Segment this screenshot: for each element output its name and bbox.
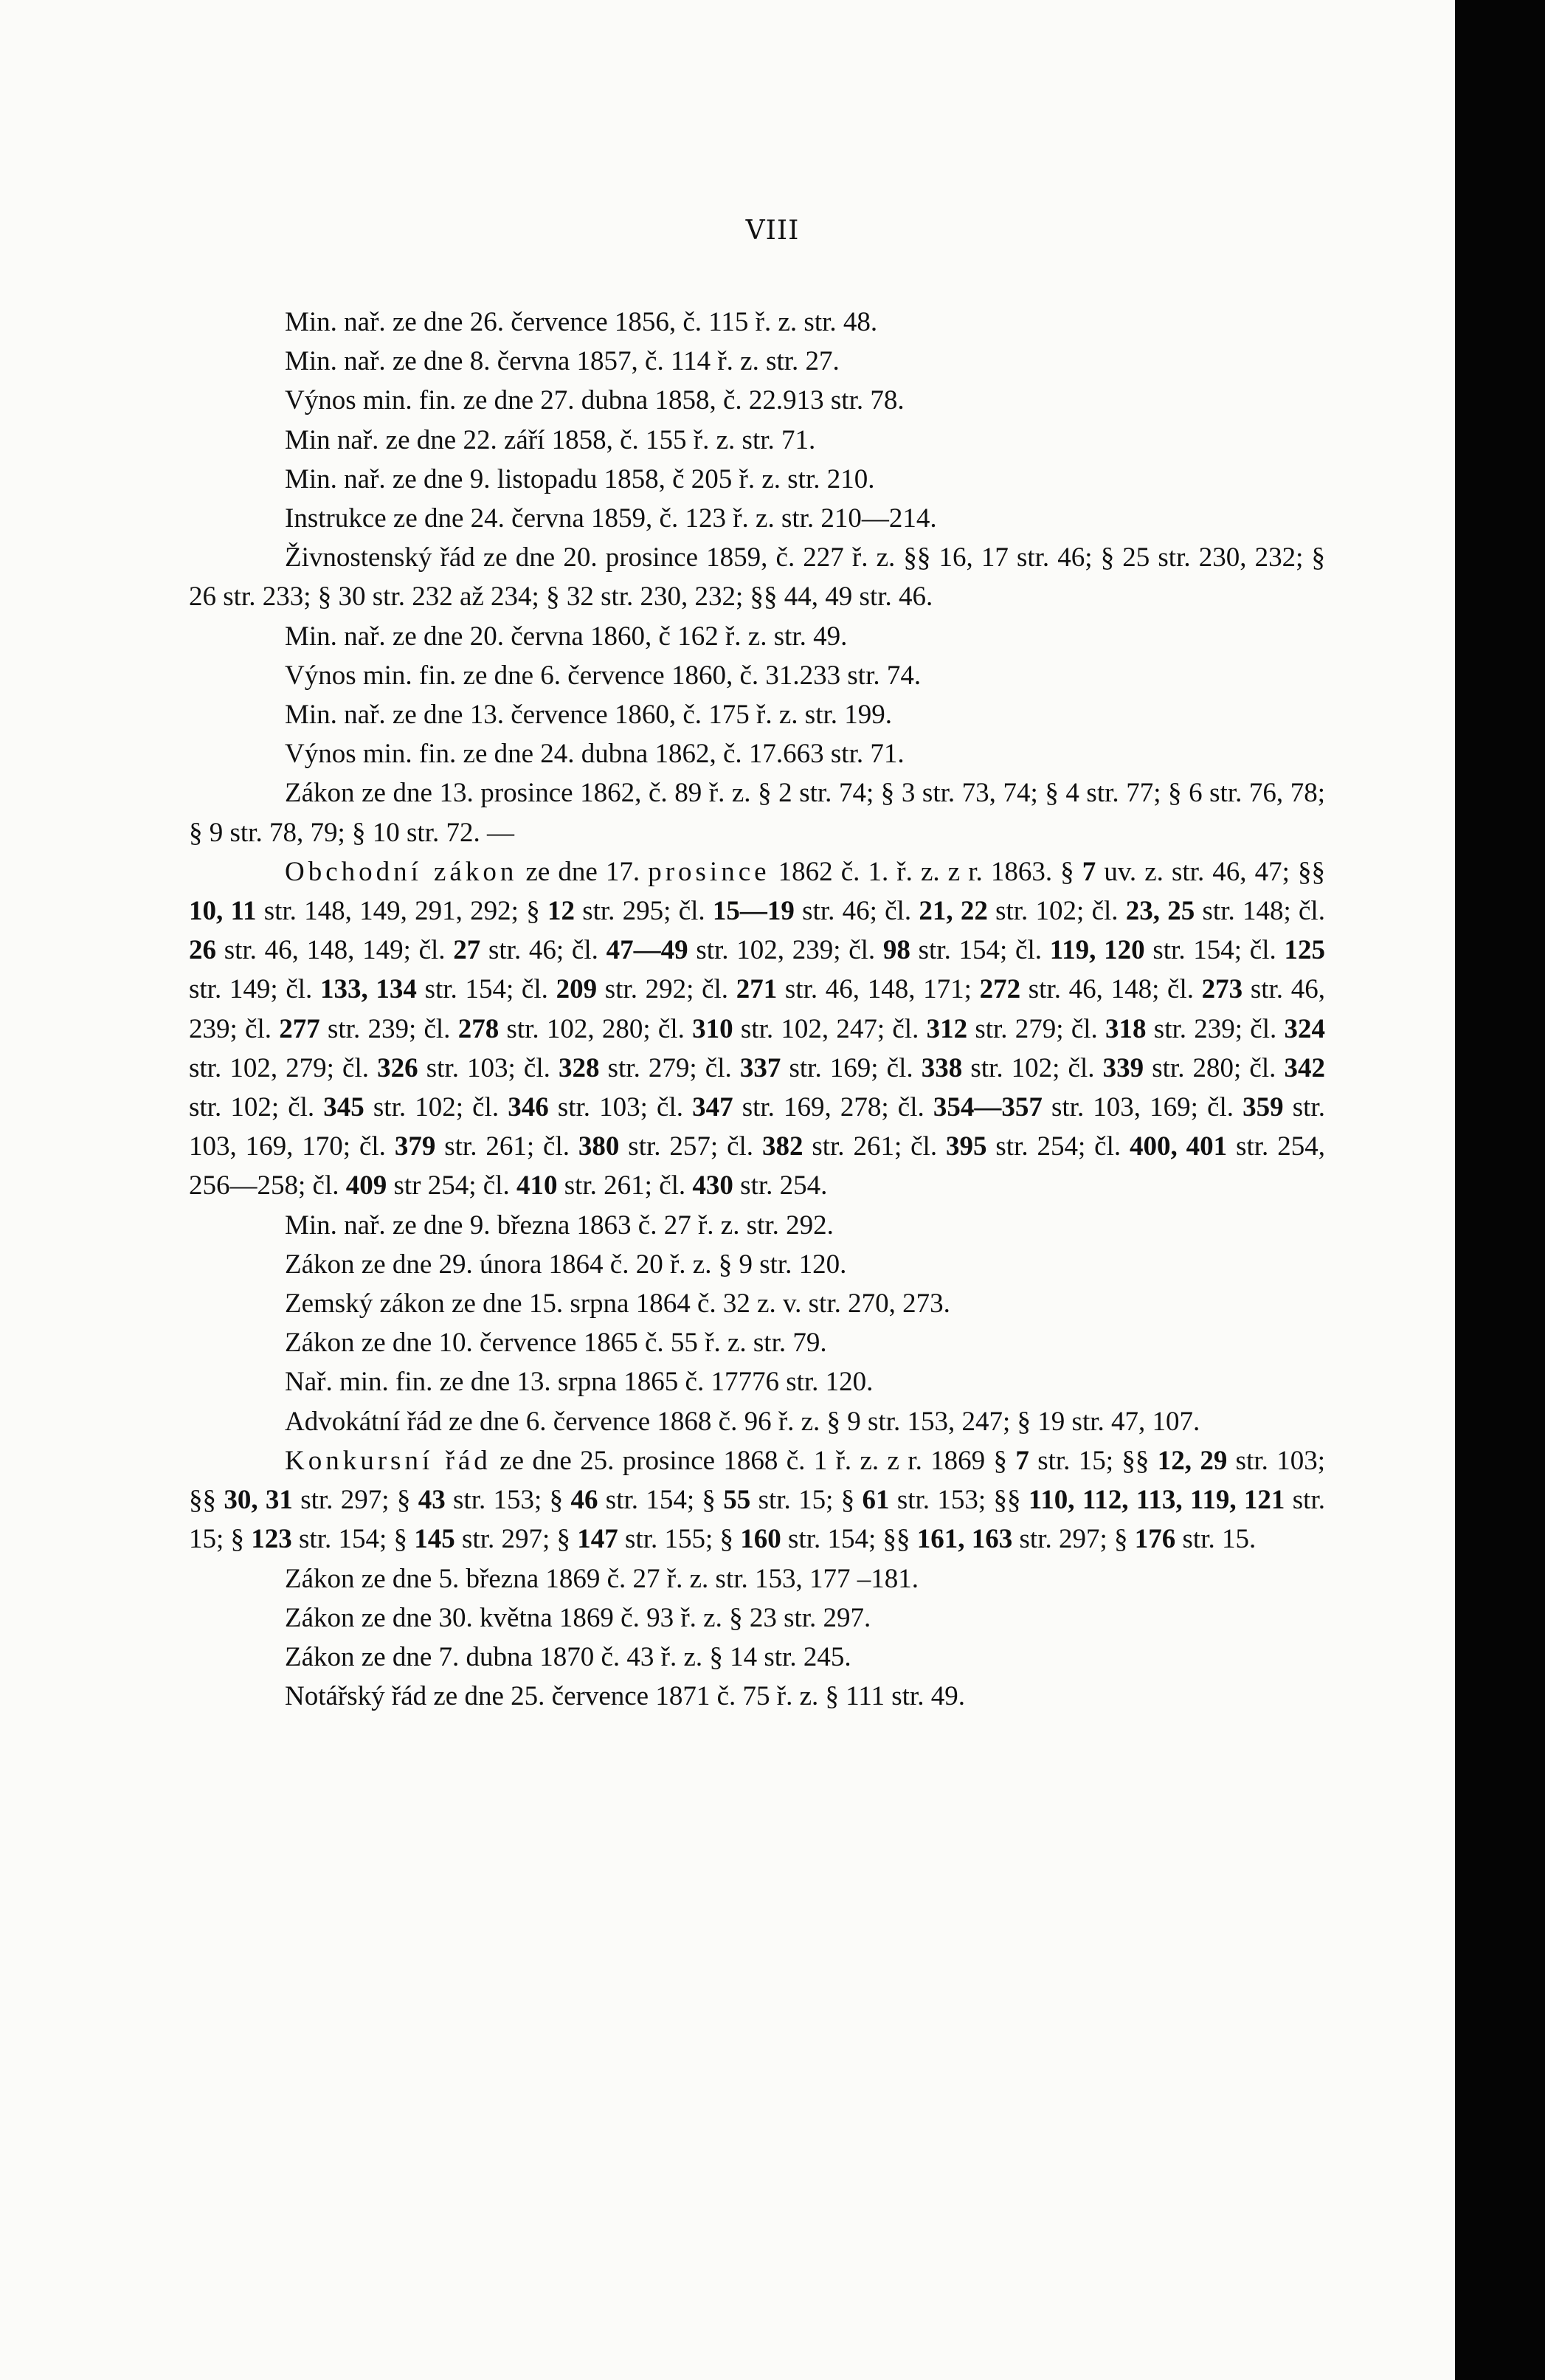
index-entry: Advokátní řád ze dne 6. července 1868 č. 96 ř. z. § 9 str. 153, 247; § 19 str. 47, 107. [285,1406,1200,1437]
index-entry: Výnos min. fin. ze dne 27. dubna 1858, č. 22.913 str. 78. [285,385,905,416]
reference-text: str. 280; čl. [1144,1052,1285,1083]
reference-text: str. 169, 278; čl. [733,1092,933,1123]
reference-number: 209 [556,974,598,1005]
reference-text: str. 261; čl. [435,1131,578,1162]
reference-number: 46 [570,1485,598,1516]
reference-number: 326 [377,1052,418,1083]
reference-number: 277 [279,1013,320,1044]
reference-text: str. 292; čl. [597,974,736,1005]
reference-text: str. 254; čl. [986,1131,1130,1162]
reference-number: 342 [1284,1052,1325,1083]
index-entry: Min. nař. ze dne 26. července 1856, č. 115 ř. z. str. 48. [285,307,878,337]
reference-text: str. 154; čl. [1144,935,1285,966]
index-entry: Min nař. ze dne 22. září 1858, č. 155 ř. z. str. 71. [285,424,816,455]
reference-number: 312 [926,1013,968,1044]
reference-number: 27 [453,935,481,966]
reference-number: 119, 120 [1049,935,1145,966]
entry-text: ze dne 25. prosince 1868 č. 1 ř. z. z r. 1869 § [491,1445,1016,1476]
reference-number: 145 [414,1524,455,1555]
reference-number: 382 [761,1131,803,1162]
reference-text: str. 102; čl. [962,1052,1103,1083]
reference-text: str. 103; čl. [418,1052,559,1083]
reference-text: str. 297; § [454,1524,578,1555]
reference-number: 21, 22 [919,896,988,927]
reference-text: str. 102, 239; čl. [688,935,883,966]
reference-number: 26 [189,935,216,966]
reference-number: 133, 134 [319,974,417,1005]
reference-number: 47—49 [606,935,688,966]
reference-text: str. 279; čl. [967,1013,1106,1044]
reference-text: str. 15; § [750,1485,863,1516]
reference-text: str. 103, 169, 170; čl. [189,1092,1325,1162]
entry-references [189,857,1325,1201]
reference-number: 347 [692,1092,733,1123]
reference-text: str. 102, 247; čl. [733,1013,927,1044]
index-entry: Instrukce ze dne 24. června 1859, č. 123 ř. z. str. 210—214. [285,503,937,534]
reference-number: 110, 112, 113, 119, 121 [1028,1485,1285,1516]
reference-number: 395 [945,1131,987,1162]
reference-text: str. 102; čl. [987,896,1126,927]
reference-text: str. 103; čl. [548,1092,693,1123]
reference-text: str. 46; čl. [794,896,919,927]
reference-number: 318 [1105,1013,1147,1044]
entry-text: ze dne 17. [517,856,649,887]
reference-text: str. 254. [733,1170,828,1201]
reference-text: str. 155; § [618,1524,741,1555]
reference-number: 271 [736,974,778,1005]
reference-number: 345 [323,1092,364,1123]
reference-text: str. 46, 148, 149; čl. [216,935,454,966]
index-entry: Zákon ze dne 5. března 1869 č. 27 ř. z. str. 153, 177 –181. [285,1563,919,1594]
reference-number: 354—357 [933,1092,1043,1123]
entries-group-2 [189,1206,1325,1441]
reference-number: 147 [577,1524,618,1555]
reference-number: 43 [418,1485,446,1516]
reference-number: 346 [508,1092,549,1123]
index-entry: Výnos min. fin. ze dne 6. července 1860, č. 31.233 str. 74. [285,660,922,691]
reference-number: 98 [882,935,910,966]
reference-text: str. 154; čl. [910,935,1050,966]
reference-number: 160 [740,1524,781,1555]
reference-text: str. 15; §§ [1029,1445,1158,1476]
reference-number: 15—19 [712,896,795,927]
index-text [189,303,1325,1716]
entry-text: prosince [648,856,770,887]
reference-number: 337 [739,1052,781,1083]
reference-text: str. 154; § [598,1485,724,1516]
reference-number: 10, 11 [189,896,257,927]
reference-number: 359 [1242,1092,1284,1123]
index-entry: Min. nař. ze dne 20. června 1860, č 162 ř. z. str. 49. [285,621,848,652]
entries-group-3 [189,1559,1325,1717]
reference-number: 123 [251,1524,292,1555]
index-entry: Zákon ze dne 10. července 1865 č. 55 ř. z. str. 79. [285,1328,827,1359]
reference-text: str. 297; § [292,1485,418,1516]
reference-text: str. 102, 279; čl. [189,1052,378,1083]
reference-text: str. 153; § [445,1485,571,1516]
reference-number: 310 [692,1013,733,1044]
reference-number: 409 [345,1170,387,1201]
reference-number: 324 [1284,1013,1325,1044]
entry-title: Konkursní řád [285,1445,491,1476]
reference-text: str. 169; čl. [781,1052,922,1083]
reference-number: 7 [1082,856,1096,887]
reference-text: str. 254, 256—258; čl. [189,1131,1325,1201]
index-entry: Zákon ze dne 7. dubna 1870 č. 43 ř. z. § 14 str. 245. [285,1641,851,1672]
reference-text: str. 297; § [1012,1524,1135,1555]
reference-number: 55 [723,1485,751,1516]
reference-number: 23, 25 [1125,896,1195,927]
reference-text: str. 153; §§ [889,1485,1029,1516]
reference-number: 7 [1015,1445,1029,1476]
index-entry: Notářský řád ze dne 25. července 1871 č. 75 ř. z. § 111 str. 49. [285,1681,965,1712]
index-entry: Nař. min. fin. ze dne 13. srpna 1865 č. 17776 str. 120. [285,1367,874,1398]
reference-text: str. 295; čl. [574,896,713,927]
index-entry: Min. nař. ze dne 13. července 1860, č. 175 ř. z. str. 199. [285,700,892,731]
reference-number: 273 [1201,974,1243,1005]
reference-number: 379 [394,1131,436,1162]
reference-number: 161, 163 [916,1524,1013,1555]
page-number: VIII [745,215,800,246]
reference-text: str. 148; čl. [1195,896,1325,927]
index-entry: Zákon ze dne 30. května 1869 č. 93 ř. z. § 23 str. 297. [285,1602,871,1633]
index-entry: Zemský zákon ze dne 15. srpna 1864 č. 32 z. v. str. 270, 273. [285,1289,950,1320]
reference-text: str. 148, 149, 291, 292; § [256,896,547,927]
reference-text: str. 46, 239; čl. [189,974,1325,1044]
reference-text: str. 261; čl. [803,1131,946,1162]
reference-text: str. 46, 148, 171; [777,974,980,1005]
index-entry: Min. nař. ze dne 9. listopadu 1858, č 205 ř. z. str. 210. [285,463,875,494]
index-entry: Min. nař. ze dne 9. března 1863 č. 27 ř. z. str. 292. [285,1210,834,1241]
index-entry: Zákon ze dne 13. prosince 1862, č. 89 ř. z. § 2 str. 74; § 3 str. 73, 74; § 4 str. 77; § 6 str. 76, 78; § 9 str. 78, 79; § 10 str. 72. — [189,778,1325,848]
reference-number: 278 [457,1013,500,1044]
reference-number: 338 [921,1052,963,1083]
entry-text: 1862 č. 1. ř. z. z r. 1863. § [770,856,1082,887]
reference-number: 339 [1102,1052,1144,1083]
reference-number: 176 [1134,1524,1176,1555]
reference-text: str. 154; § [291,1524,415,1555]
reference-number: 400, 401 [1130,1131,1228,1162]
reference-text: str. 279; čl. [599,1052,740,1083]
reference-text: str. 46, 148; čl. [1020,974,1202,1005]
reference-text: str. 103, 169; čl. [1042,1092,1243,1123]
reference-text: str 254; čl. [387,1170,516,1201]
index-entry: Výnos min. fin. ze dne 24. dubna 1862, č. 17.663 str. 71. [285,739,905,770]
reference-number: 12, 29 [1157,1445,1228,1476]
reference-text: str. 15. [1175,1524,1257,1555]
entry-konkursni-rad [189,1441,1325,1559]
reference-text: str. 154; §§ [781,1524,917,1555]
reference-number: 12 [547,896,575,927]
reference-text: uv. z. str. 46, 47; §§ [1096,856,1325,887]
entry-obchodni-zakon [189,852,1325,1206]
reference-text: str. 239; čl. [319,1013,458,1044]
entry-title: Obchodní zákon [285,856,518,887]
index-entry: Živnostenský řád ze dne 20. prosince 1859, č. 227 ř. z. §§ 16, 17 str. 46; § 25 str. 230, 232; § 26 str. 233; § 30 str. 232 až 234; § 32 str. 230, 232; §§ 44, 49 str. 46. [189,542,1325,613]
reference-number: 410 [516,1170,558,1201]
reference-text: str. 154; čl. [416,974,556,1005]
entries-group-1 [189,303,1325,852]
reference-number: 430 [692,1170,733,1201]
reference-number: 380 [578,1131,620,1162]
index-entry: Min. nař. ze dne 8. června 1857, č. 114 ř. z. str. 27. [285,346,840,377]
reference-number: 30, 31 [224,1485,293,1516]
reference-text: str. 102; čl. [189,1092,324,1123]
reference-number: 61 [862,1485,890,1516]
reference-text: str. 103; §§ [189,1445,1326,1516]
scan-dark-edge [1455,0,1545,2380]
reference-text: str. 102; čl. [364,1092,508,1123]
reference-text: str. 257; čl. [619,1131,762,1162]
reference-text: str. 102, 280; čl. [499,1013,693,1044]
reference-text: str. 261; čl. [557,1170,693,1201]
reference-text: str. 239; čl. [1146,1013,1285,1044]
reference-number: 328 [559,1052,600,1083]
reference-number: 272 [979,974,1021,1005]
reference-number: 125 [1284,935,1325,966]
reference-text: str. 149; čl. [189,974,320,1005]
index-entry: Zákon ze dne 29. února 1864 č. 20 ř. z. § 9 str. 120. [285,1249,847,1280]
reference-text: str. 46; čl. [480,935,606,966]
reference-text: str. 15; § [189,1485,1325,1555]
